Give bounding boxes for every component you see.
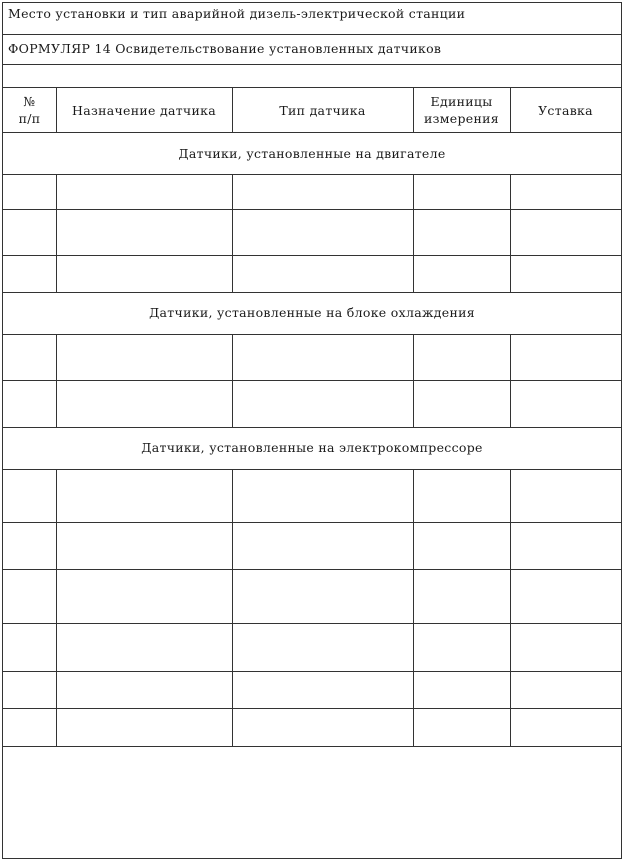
row-divider: [3, 708, 621, 709]
column-header-units: [413, 88, 510, 132]
column-header-setpoint: Уставка: [538, 102, 593, 118]
row-divider: [3, 671, 621, 672]
column-divider: [56, 469, 57, 746]
row-divider: [3, 132, 621, 133]
column-divider: [413, 334, 414, 427]
column-divider: [510, 334, 511, 427]
table-cell[interactable]: [57, 175, 232, 209]
column-divider: [232, 87, 233, 132]
row-divider: [3, 64, 621, 65]
row-divider: [3, 34, 621, 35]
table-cell[interactable]: [233, 175, 413, 209]
column-header-number-line2: п/п: [18, 111, 41, 126]
row-divider: [3, 469, 621, 470]
column-header-type: Тип датчика: [279, 102, 366, 118]
row-divider: [3, 522, 621, 523]
station-title: Место установки и тип аварийной дизель-электрической станции: [8, 6, 466, 21]
row-divider: [3, 427, 621, 428]
column-divider: [510, 174, 511, 292]
column-header-units-line2: измерения: [424, 111, 499, 126]
row-divider: [3, 623, 621, 624]
column-header-purpose: Назначение датчика: [72, 102, 216, 118]
column-divider: [56, 87, 57, 132]
section-cooling-unit: Датчики, установленные на блоке охлаждения: [149, 305, 475, 320]
form-sheet: [2, 2, 622, 859]
column-divider: [56, 334, 57, 427]
notes-area[interactable]: [3, 747, 621, 858]
row-divider: [3, 255, 621, 256]
row-divider: [3, 380, 621, 381]
column-divider: [232, 469, 233, 746]
row-divider: [3, 569, 621, 570]
section-electrocompressor: Датчики, установленные на электрокомпрессоре: [141, 440, 483, 455]
row-divider: [3, 334, 621, 335]
column-divider: [232, 334, 233, 427]
column-header-units-line1: Единицы: [430, 94, 493, 109]
form-subtitle: ФОРМУЛЯР 14 Освидетельствование установленных датчиков: [8, 41, 442, 56]
row-divider: [3, 292, 621, 293]
column-header-number-line1: №: [23, 94, 36, 109]
column-divider: [413, 87, 414, 132]
column-divider: [413, 469, 414, 746]
column-header-number: [3, 88, 56, 132]
row-divider: [3, 209, 621, 210]
column-divider: [413, 174, 414, 292]
column-divider: [510, 87, 511, 132]
column-divider: [510, 469, 511, 746]
section-engine: Датчики, установленные на двигателе: [178, 146, 446, 161]
